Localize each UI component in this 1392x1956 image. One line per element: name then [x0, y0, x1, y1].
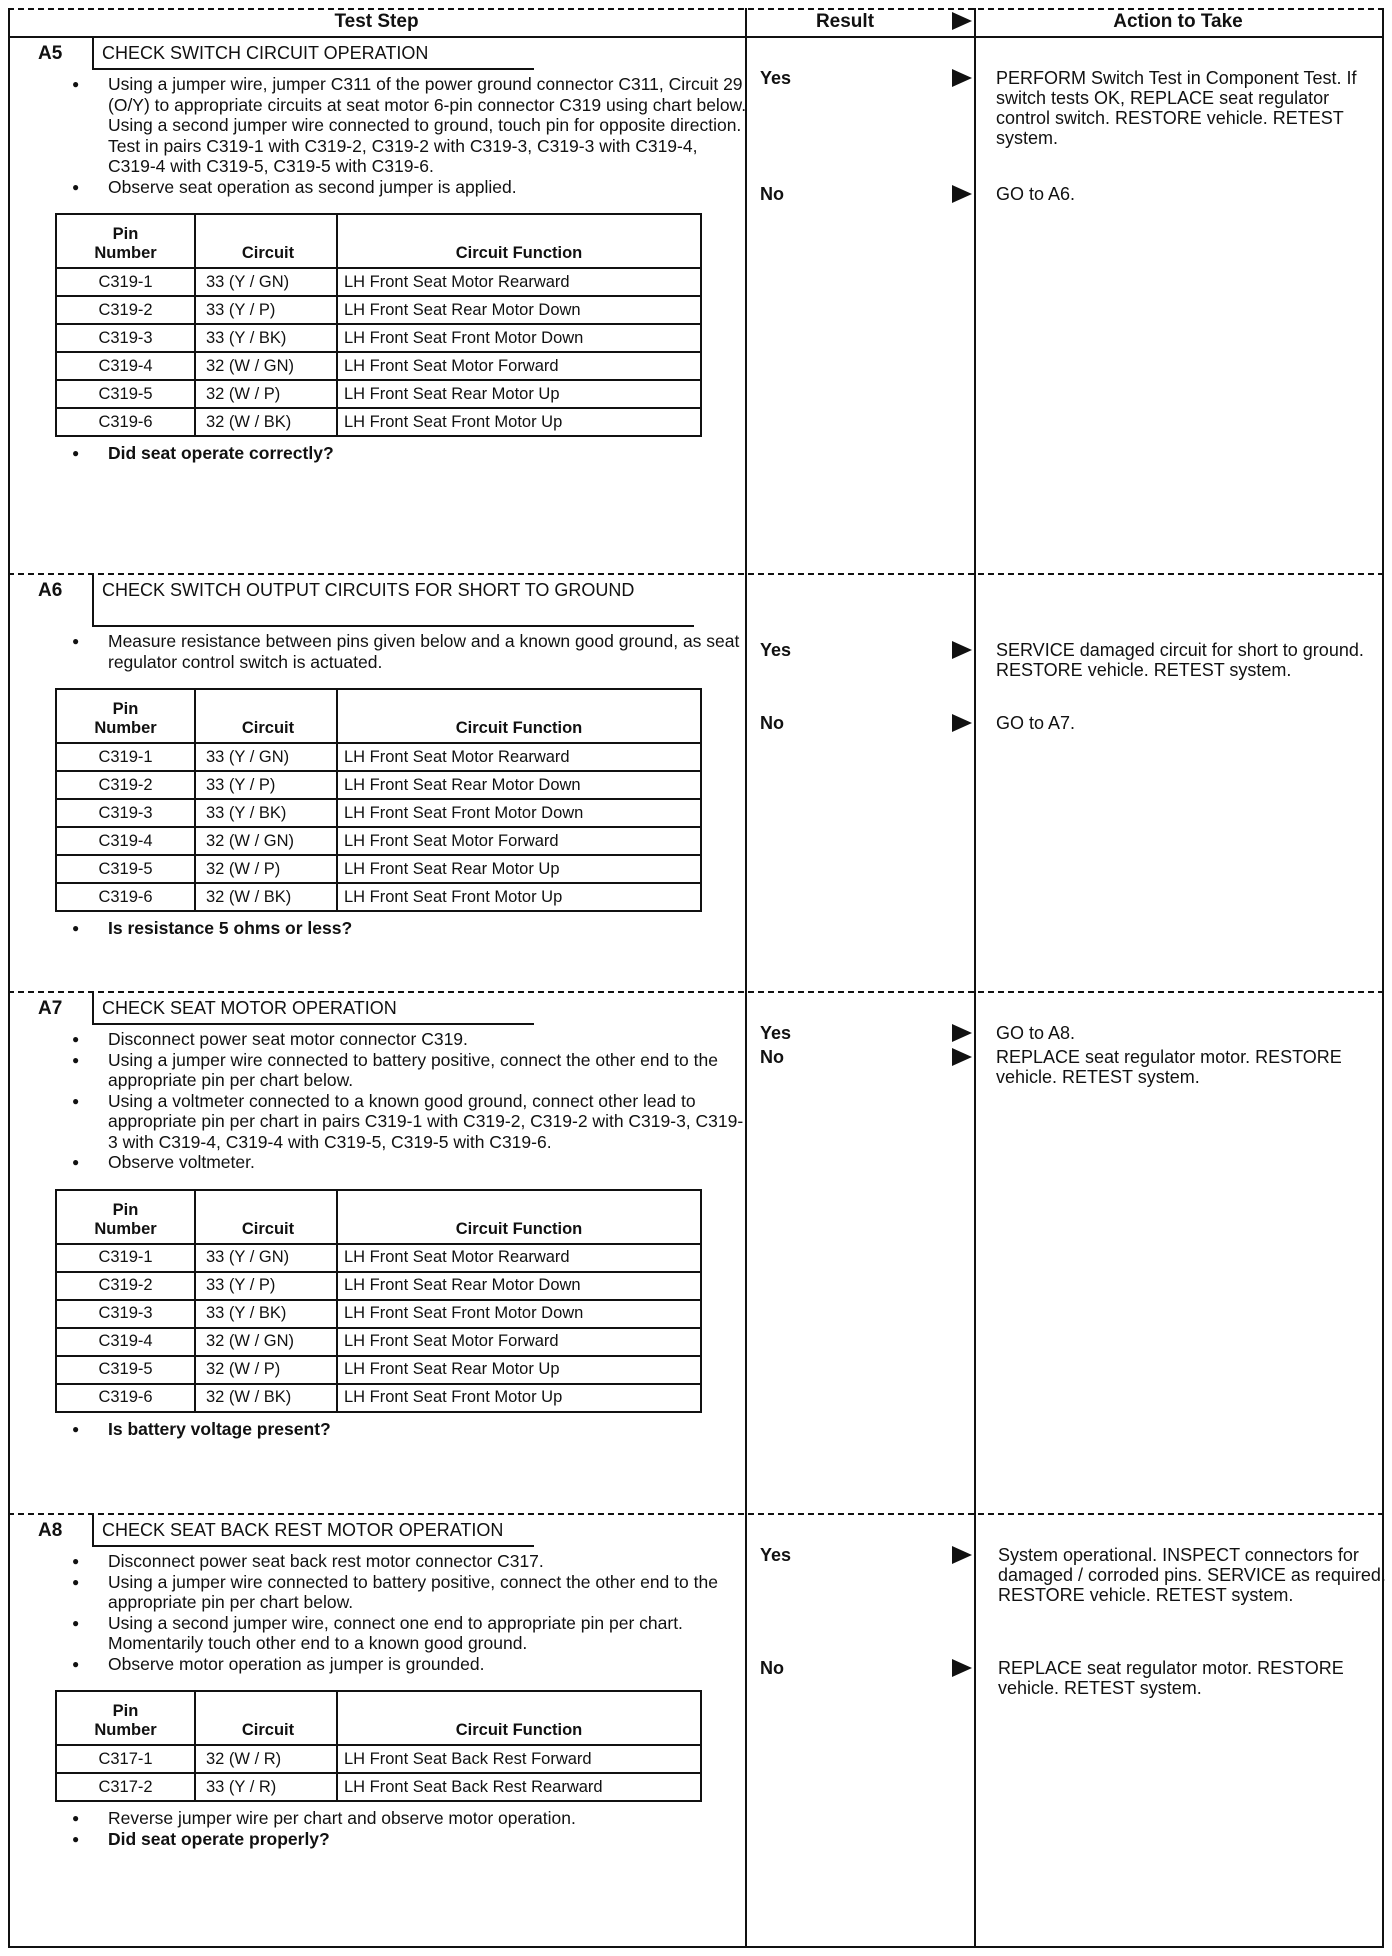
step-title-box: [92, 575, 694, 627]
circuit-cell: 33 (Y / BK): [195, 324, 337, 352]
page-bottom-rule: [8, 1946, 1384, 1948]
pin-circuit-table: [55, 1690, 702, 1802]
circuit-cell: 32 (W / GN): [195, 827, 337, 855]
col-header-circuit: Circuit: [195, 689, 337, 743]
instruction-item: ● Using a jumper wire connected to battery positive, connect the other end to the appropriate pin per chart below.: [68, 1572, 748, 1613]
step-id: A8: [38, 1520, 63, 1541]
step-title-box: [92, 38, 534, 70]
step-id: A6: [38, 580, 63, 601]
result-arrow-icon: [952, 1546, 972, 1564]
col-header-pin: Pin Number: [56, 1190, 195, 1244]
step-title: CHECK SWITCH OUTPUT CIRCUITS FOR SHORT TO GROUND: [102, 580, 635, 600]
circuit-cell: 32 (W / BK): [195, 408, 337, 436]
pin-number-cell: C319-1: [56, 1244, 195, 1272]
circuit-function-cell: LH Front Seat Motor Rearward: [337, 1244, 701, 1272]
action-to-take: PERFORM Switch Test in Component Test. If switch tests OK, REPLACE seat regulator control switch. RESTORE vehicle. RETEST system.: [996, 68, 1357, 148]
col-header-pin: Pin Number: [56, 214, 195, 268]
circuit-function-cell: LH Front Seat Front Motor Down: [337, 799, 701, 827]
pin-number-cell: C319-5: [56, 1356, 195, 1384]
circuit-cell: 33 (Y / BK): [195, 799, 337, 827]
action-to-take: System operational. INSPECT connectors for damaged / corroded pins. SERVICE as required. RESTORE vehicle. RETEST system.: [998, 1545, 1386, 1605]
circuit-cell: 33 (Y / GN): [195, 743, 337, 771]
step-title-box: [92, 993, 534, 1025]
instruction-item: ● Reverse jumper wire per chart and observe motor operation.: [68, 1808, 748, 1829]
pin-number-cell: C319-5: [56, 855, 195, 883]
result-arrow-icon: [952, 714, 972, 732]
action-to-take: REPLACE seat regulator motor. RESTORE vehicle. RETEST system.: [998, 1658, 1344, 1698]
circuit-cell: 32 (W / BK): [195, 883, 337, 911]
action-to-take: GO to A8.: [996, 1023, 1076, 1043]
result-arrow-icon: [952, 1659, 972, 1677]
table-row: [56, 743, 701, 771]
circuit-cell: 33 (Y / P): [195, 1272, 337, 1300]
table-row: [56, 1272, 701, 1300]
circuit-function-cell: LH Front Seat Front Motor Up: [337, 408, 701, 436]
circuit-function-cell: LH Front Seat Front Motor Up: [337, 1384, 701, 1412]
circuit-cell: 32 (W / P): [195, 1356, 337, 1384]
result-no: No: [760, 1047, 784, 1067]
result-arrow-icon: [952, 185, 972, 203]
header-action: Action to Take: [1113, 11, 1243, 32]
pin-circuit-table: [55, 213, 702, 437]
pin-number-cell: C319-2: [56, 771, 195, 799]
instruction-item: ● Disconnect power seat back rest motor connector C317.: [68, 1551, 748, 1572]
instruction-item: ● Using a second jumper wire, connect one end to appropriate pin per chart. Momentarily touch other end to a known good ground.: [68, 1613, 748, 1654]
table-row: [56, 1773, 701, 1801]
circuit-function-cell: LH Front Seat Rear Motor Down: [337, 1272, 701, 1300]
step-question: ● Did seat operate properly?: [68, 1829, 748, 1850]
circuit-function-cell: LH Front Seat Motor Rearward: [337, 268, 701, 296]
pin-number-cell: C319-4: [56, 352, 195, 380]
result-arrow-icon: [952, 1024, 972, 1042]
col-header-function: Circuit Function: [337, 214, 701, 268]
pin-number-cell: C319-3: [56, 1300, 195, 1328]
header-arrow-icon: [952, 12, 972, 30]
pin-circuit-table: [55, 688, 702, 912]
step-question: ● Is battery voltage present?: [68, 1419, 748, 1440]
result-yes: Yes: [760, 68, 792, 88]
step-header: [8, 38, 740, 68]
step-questions: [8, 918, 740, 939]
step-title: CHECK SEAT MOTOR OPERATION: [102, 998, 397, 1018]
circuit-function-cell: LH Front Seat Motor Forward: [337, 352, 701, 380]
instruction-item: ● Using a jumper wire connected to battery positive, connect the other end to the appropriate pin per chart below.: [68, 1050, 748, 1091]
table-row: [56, 827, 701, 855]
step-title: CHECK SWITCH CIRCUIT OPERATION: [102, 43, 429, 63]
table-row: [56, 1745, 701, 1773]
table-row: [56, 296, 701, 324]
action-to-take: GO to A7.: [996, 713, 1076, 733]
col-header-pin: Pin Number: [56, 689, 195, 743]
circuit-function-cell: LH Front Seat Motor Forward: [337, 1328, 701, 1356]
instruction-item: ● Using a jumper wire, jumper C311 of the power ground connector C311, Circuit 29 (O/Y) to appropriate circuits at seat motor 6-pin connector C319 using chart below. Using a second jumper wire connected to ground, touch pin for opposite direction. Test in pairs C319-1 with C319-2, C319-2 with C319-3, C319-3 with C319-4, C319-4 with C319-5, C319-5 with C319-6.: [68, 74, 748, 177]
diagnostic-page: [8, 8, 1384, 1948]
result-arrow-icon: [952, 69, 972, 87]
circuit-cell: 33 (Y / P): [195, 771, 337, 799]
col-header-function: Circuit Function: [337, 1190, 701, 1244]
action-to-take: REPLACE seat regulator motor. RESTORE vehicle. RETEST system.: [996, 1047, 1342, 1087]
table-row: [56, 1384, 701, 1412]
circuit-function-cell: LH Front Seat Motor Forward: [337, 827, 701, 855]
instruction-item: ● Disconnect power seat motor connector C319.: [68, 1029, 748, 1050]
circuit-function-cell: LH Front Seat Front Motor Down: [337, 324, 701, 352]
result-no: No: [760, 713, 784, 733]
step-questions: [8, 1419, 740, 1440]
circuit-cell: 33 (Y / R): [195, 1773, 337, 1801]
result-no: No: [760, 184, 784, 204]
col-header-circuit: Circuit: [195, 1691, 337, 1745]
header-test-step: Test Step: [334, 11, 419, 32]
table-row: [56, 883, 701, 911]
table-row: [56, 771, 701, 799]
pin-number-cell: C319-3: [56, 799, 195, 827]
circuit-function-cell: LH Front Seat Rear Motor Up: [337, 1356, 701, 1384]
instruction-item: ● Observe seat operation as second jumper is applied.: [68, 177, 748, 198]
circuit-cell: 33 (Y / GN): [195, 268, 337, 296]
circuit-function-cell: LH Front Seat Front Motor Down: [337, 1300, 701, 1328]
circuit-function-cell: LH Front Seat Rear Motor Down: [337, 771, 701, 799]
table-row: [56, 855, 701, 883]
table-row: [56, 380, 701, 408]
test-step-a6: [8, 575, 740, 939]
step-instructions: [8, 1551, 740, 1674]
col-header-function: Circuit Function: [337, 1691, 701, 1745]
result-yes: Yes: [760, 640, 792, 660]
circuit-function-cell: LH Front Seat Front Motor Up: [337, 883, 701, 911]
step-divider: [8, 573, 1384, 575]
result-no: No: [760, 1658, 784, 1678]
step-id: A7: [38, 998, 63, 1019]
circuit-cell: 32 (W / BK): [195, 1384, 337, 1412]
test-step-a5: [8, 38, 747, 464]
pin-number-cell: C319-1: [56, 743, 195, 771]
table-row: [56, 324, 701, 352]
instruction-item: ● Observe voltmeter.: [68, 1152, 748, 1173]
pin-circuit-table: [55, 1189, 702, 1413]
pin-number-cell: C319-1: [56, 268, 195, 296]
pin-number-cell: C319-2: [56, 1272, 195, 1300]
test-step-a8: [8, 1515, 740, 1849]
pin-number-cell: C319-3: [56, 324, 195, 352]
test-step-a7: [8, 993, 744, 1439]
step-questions: [8, 1808, 740, 1849]
circuit-function-cell: LH Front Seat Rear Motor Up: [337, 855, 701, 883]
pin-number-cell: C319-6: [56, 1384, 195, 1412]
right-rule: [1382, 8, 1384, 1948]
instruction-item: ● Observe motor operation as jumper is grounded.: [68, 1654, 748, 1675]
circuit-function-cell: LH Front Seat Rear Motor Down: [337, 296, 701, 324]
table-row: [56, 1244, 701, 1272]
step-title-box: [92, 1515, 534, 1547]
table-row: [56, 1328, 701, 1356]
table-row: [56, 799, 701, 827]
action-column-rule: [974, 8, 976, 1948]
step-question: ● Is resistance 5 ohms or less?: [68, 918, 748, 939]
col-header-function: Circuit Function: [337, 689, 701, 743]
step-divider: [8, 991, 1384, 993]
result-yes: Yes: [760, 1545, 792, 1565]
result-yes: Yes: [760, 1023, 792, 1043]
circuit-cell: 32 (W / P): [195, 380, 337, 408]
circuit-cell: 32 (W / GN): [195, 352, 337, 380]
circuit-cell: 32 (W / R): [195, 1745, 337, 1773]
step-question: ● Did seat operate correctly?: [68, 443, 748, 464]
instruction-item: ● Using a voltmeter connected to a known good ground, connect other lead to appropriate pin per chart in pairs C319-1 with C319-2, C319-2 with C319-3, C319-3 with C319-4, C319-4 with C319-5, C319-5 with C319-6.: [68, 1091, 748, 1153]
circuit-function-cell: LH Front Seat Back Rest Rearward: [337, 1773, 701, 1801]
col-header-circuit: Circuit: [195, 214, 337, 268]
pin-number-cell: C317-2: [56, 1773, 195, 1801]
header-result: Result: [815, 11, 875, 32]
step-divider: [8, 1513, 1384, 1515]
pin-number-cell: C317-1: [56, 1745, 195, 1773]
col-header-circuit: Circuit: [195, 1190, 337, 1244]
circuit-cell: 33 (Y / GN): [195, 1244, 337, 1272]
circuit-cell: 33 (Y / BK): [195, 1300, 337, 1328]
circuit-function-cell: LH Front Seat Motor Rearward: [337, 743, 701, 771]
step-header: [8, 575, 740, 625]
step-id: A5: [38, 43, 63, 64]
pin-number-cell: C319-4: [56, 827, 195, 855]
step-header: [8, 993, 740, 1023]
pin-number-cell: C319-5: [56, 380, 195, 408]
step-instructions: [8, 74, 747, 197]
table-row: [56, 1356, 701, 1384]
pin-number-cell: C319-6: [56, 408, 195, 436]
circuit-cell: 32 (W / GN): [195, 1328, 337, 1356]
circuit-cell: 32 (W / P): [195, 855, 337, 883]
result-arrow-icon: [952, 1048, 972, 1066]
header-top-rule: [8, 8, 1384, 10]
table-row: [56, 1300, 701, 1328]
step-instructions: [8, 631, 740, 672]
action-to-take: SERVICE damaged circuit for short to ground. RESTORE vehicle. RETEST system.: [996, 640, 1364, 680]
circuit-cell: 33 (Y / P): [195, 296, 337, 324]
circuit-function-cell: LH Front Seat Rear Motor Up: [337, 380, 701, 408]
instruction-item: ● Measure resistance between pins given below and a known good ground, as seat regulator control switch is actuated.: [68, 631, 748, 672]
step-questions: [8, 443, 740, 464]
result-arrow-icon: [952, 641, 972, 659]
table-row: [56, 352, 701, 380]
step-header: [8, 1515, 740, 1545]
table-row: [56, 408, 701, 436]
pin-number-cell: C319-4: [56, 1328, 195, 1356]
circuit-function-cell: LH Front Seat Back Rest Forward: [337, 1745, 701, 1773]
step-instructions: [8, 1029, 744, 1173]
pin-number-cell: C319-6: [56, 883, 195, 911]
step-title: CHECK SEAT BACK REST MOTOR OPERATION: [102, 1520, 504, 1540]
table-row: [56, 268, 701, 296]
col-header-pin: Pin Number: [56, 1691, 195, 1745]
action-to-take: GO to A6.: [996, 184, 1076, 204]
pin-number-cell: C319-2: [56, 296, 195, 324]
